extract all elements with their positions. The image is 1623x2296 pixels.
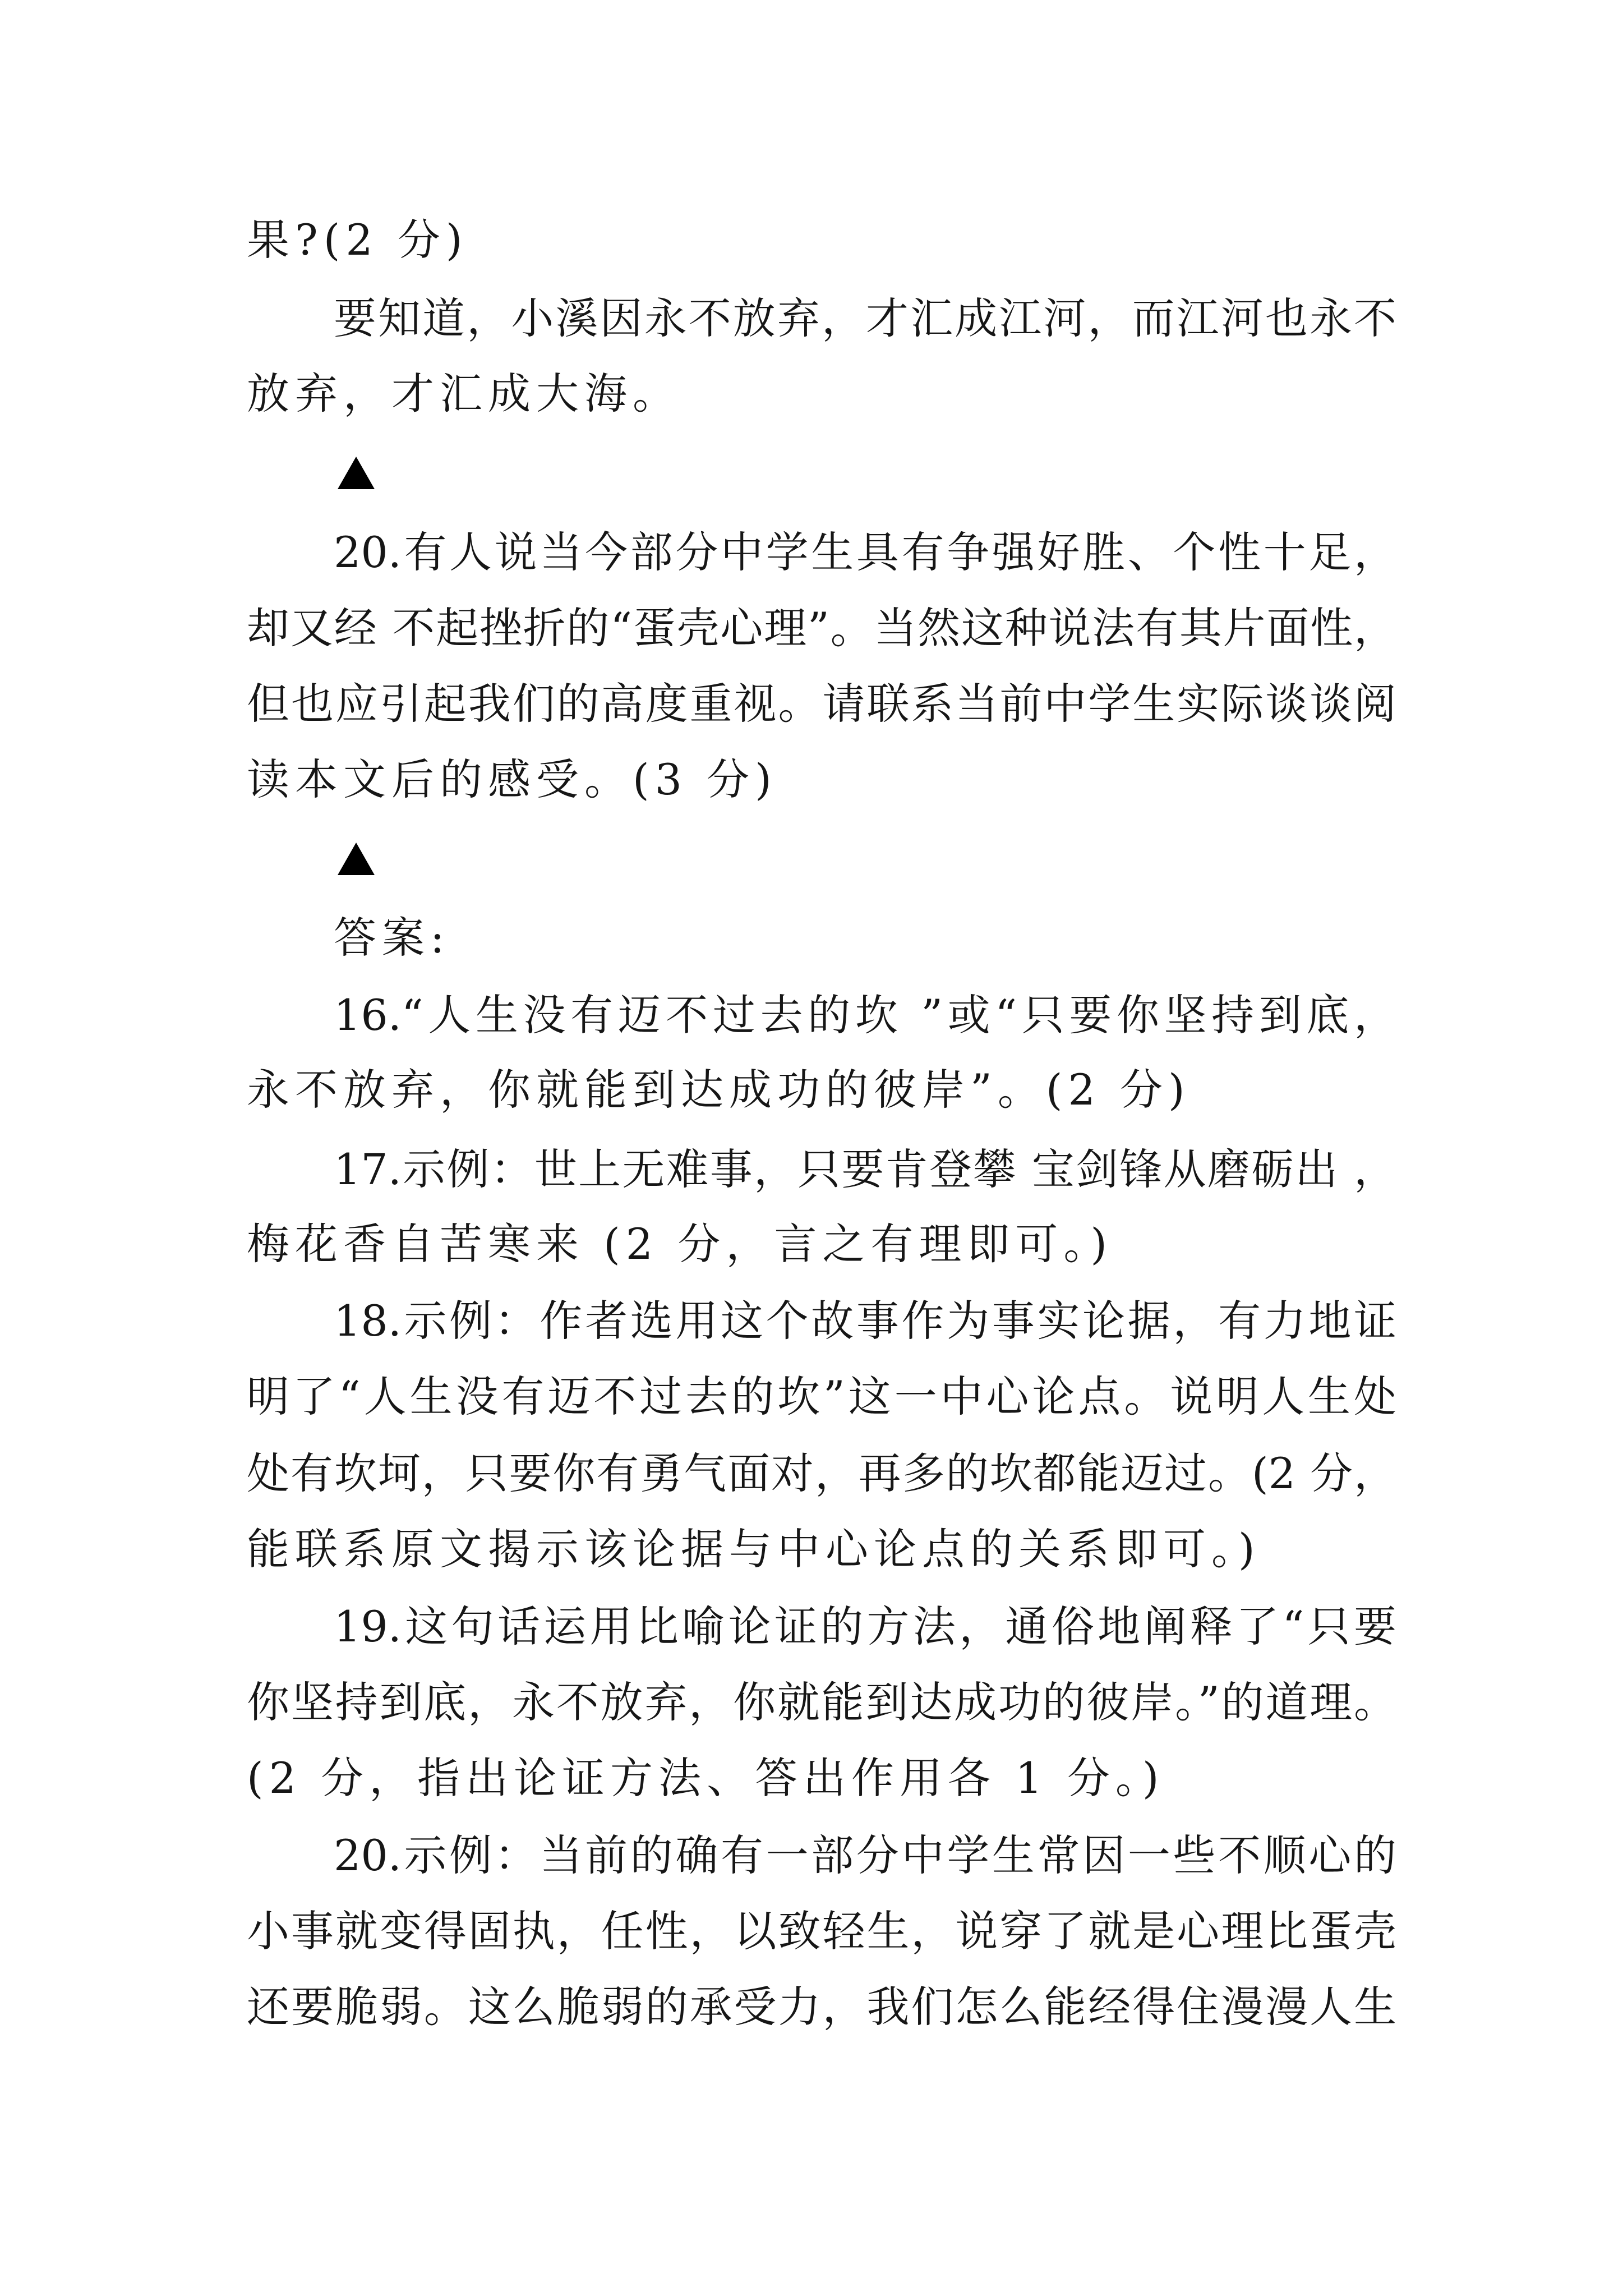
text-line: 却又经 不起挫折的“蛋壳心理”。当然这种说法有其片面性， bbox=[247, 603, 1396, 653]
text-line: 能联系原文揭示该论据与中心论点的关系即可。) bbox=[247, 1524, 1261, 1574]
text-line: 17.示例：世上无难事，只要肯登攀 宝剑锋从磨砺出 ， bbox=[334, 1144, 1396, 1194]
text-line: 永不放弃，你就能到达成功的彼岸”。(2 分) bbox=[247, 1065, 1191, 1115]
triangle-icon bbox=[336, 841, 376, 876]
answer-heading: 答案: bbox=[334, 913, 450, 963]
text-line: (2 分，指出论证方法、答出作用各 1 分。) bbox=[247, 1753, 1165, 1803]
text-line: 梅花香自苦寒来 (2 分，言之有理即可。) bbox=[247, 1219, 1113, 1269]
text-line: 20.有人说当今部分中学生具有争强好胜、个性十足， bbox=[334, 527, 1396, 577]
text-line: 18.示例：作者选用这个故事作为事实论据，有力地证 bbox=[334, 1296, 1396, 1346]
text-line: 要知道，小溪因永不放弃，才汇成江河，而江河也永不 bbox=[334, 293, 1396, 343]
text-line: 果?(2 分) bbox=[247, 215, 468, 265]
text-line: 还要脆弱。这么脆弱的承受力，我们怎么能经得住漫漫人生 bbox=[247, 1982, 1396, 2032]
triangle-icon bbox=[336, 455, 376, 490]
text-line: 16.“人生没有迈不过去的坎 ”或“只要你坚持到底， bbox=[334, 990, 1396, 1040]
text-line: 读本文后的感受。(3 分) bbox=[247, 754, 777, 804]
text-line: 但也应引起我们的高度重视。请联系当前中学生实际谈谈阅 bbox=[247, 679, 1396, 729]
text-line: 你坚持到底，永不放弃，你就能到达成功的彼岸。”的道理。 bbox=[247, 1677, 1396, 1727]
text-line: 明了“人生没有迈不过去的坎”这一中心论点。说明人生处 bbox=[247, 1372, 1396, 1421]
text-line: 放弃，才汇成大海。 bbox=[247, 369, 681, 418]
text-line: 小事就变得固执，任性，以致轻生，说穿了就是心理比蛋壳 bbox=[247, 1906, 1396, 1956]
text-line: 20.示例：当前的确有一部分中学生常因一些不顺心的 bbox=[334, 1830, 1396, 1880]
text-line: 19.这句话运用比喻论证的方法，通俗地阐释了“只要 bbox=[334, 1602, 1396, 1651]
text-line: 处有坎坷，只要你有勇气面对，再多的坎都能迈过。(2 分， bbox=[247, 1448, 1396, 1498]
